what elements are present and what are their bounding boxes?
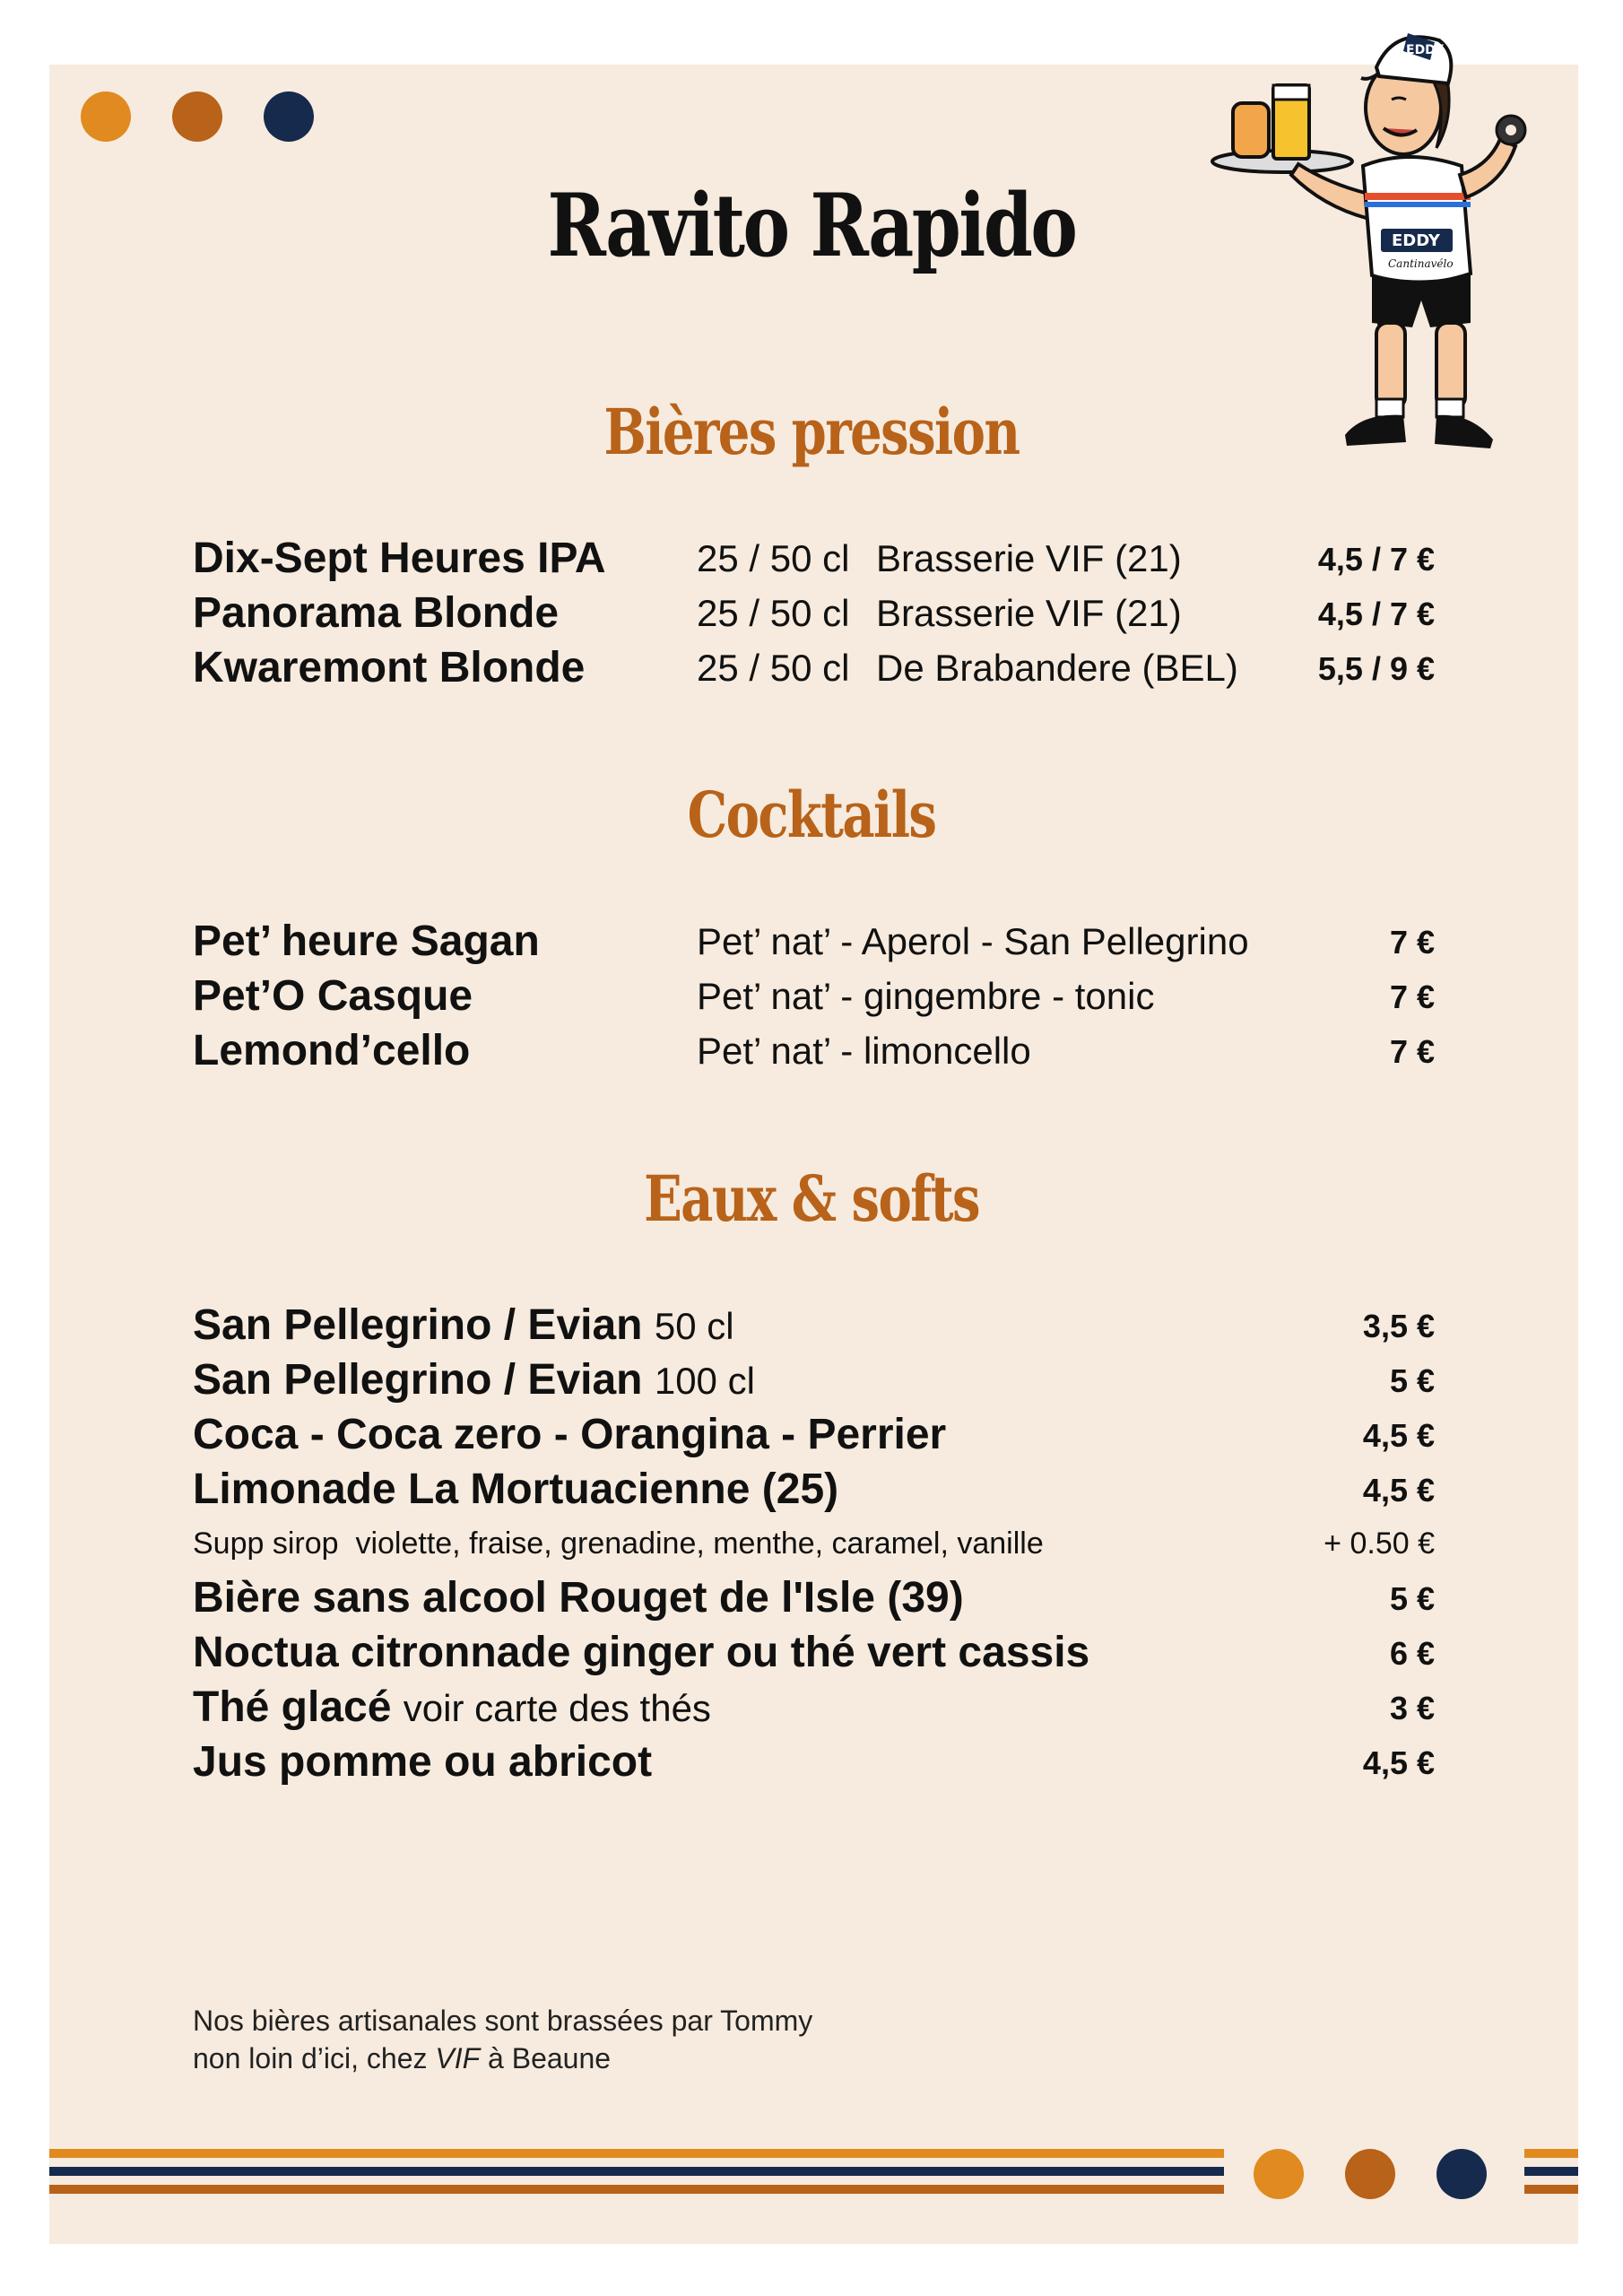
navy-dot [1436,2149,1487,2199]
section-heading-cocktails: Cocktails [687,778,936,852]
brown-dot [1345,2149,1395,2199]
supplement-price: + 0.50 € [1324,1526,1435,1561]
item-name: Noctua citronnade ginger ou thé vert cassis [193,1629,1090,1676]
section-heading-bieres: Bières pression [603,395,1020,469]
footnote-line-2: non loin d’ici, chez VIF à Beaune [193,2042,612,2074]
item-price: 4,5 € [1362,1744,1435,1781]
menu-item [193,1026,1435,1082]
item-brewery: Brasserie VIF (21) [876,537,1182,579]
item-price: 3 € [1389,1690,1435,1726]
item-name: Thé glacé voir carte des thés [193,1683,711,1731]
item-detail: 100 cl [654,1360,755,1402]
item-name: San Pellegrino / Evian 100 cl [193,1356,755,1404]
brown-dot [172,91,222,142]
shirt-text: EDDY [1392,231,1440,250]
item-name: Lemond’cello [193,1027,471,1074]
item-name: Panorama Blonde [193,589,560,637]
menu-item [193,643,1435,699]
menu-item [193,1683,1435,1738]
menu-item [193,1628,1435,1683]
item-volume: 25 / 50 cl [697,592,850,634]
orange-dot [81,91,131,142]
item-description: Pet’ nat’ - limoncello [697,1030,1031,1072]
cap-text: EDDY [1406,43,1444,57]
item-detail: 50 cl [654,1305,734,1347]
supplement-row [193,1523,1435,1568]
section-heading-softs: Eaux & softs [644,1161,979,1236]
menu-item [193,1737,1435,1793]
item-description: Pet’ nat’ - gingembre - tonic [697,975,1155,1017]
menu-item [193,971,1435,1027]
item-brewery: De Brabandere (BEL) [876,647,1238,689]
item-name: Pet’ heure Sagan [193,918,540,965]
menu-item [193,917,1435,972]
item-name: Bière sans alcool Rouget de l'Isle (39) [193,1574,964,1622]
menu-item [193,1410,1435,1465]
item-description: Pet’ nat’ - Aperol - San Pellegrino [697,920,1249,962]
item-price: 5 € [1389,1580,1435,1617]
menu-item [193,1300,1435,1356]
item-volume: 25 / 50 cl [697,647,850,689]
item-price: 5 € [1389,1362,1435,1399]
supplement-text: Supp sirop violette, fraise, grenadine, menthe, caramel, vanille [193,1526,1044,1561]
item-price: 4,5 € [1362,1472,1435,1509]
item-name: Dix-Sept Heures IPA [193,535,606,582]
item-brewery: Brasserie VIF (21) [876,592,1182,634]
orange-dot [1254,2149,1304,2199]
item-price: 7 € [1389,978,1435,1015]
item-name: Coca - Coca zero - Orangina - Perrier [193,1411,947,1458]
menu-item [193,1355,1435,1411]
menu-item [193,1573,1435,1629]
item-price: 5,5 / 9 € [1317,650,1435,687]
item-price: 4,5 € [1362,1417,1435,1454]
item-name: Jus pomme ou abricot [193,1738,653,1786]
item-price: 4,5 / 7 € [1317,596,1435,632]
shirt-sub-text: Cantinavélo [1388,257,1454,270]
menu-title: Ravito Rapido [547,175,1076,276]
item-detail: voir carte des thés [403,1687,711,1729]
menu-item [193,588,1435,644]
menu-item [193,1465,1435,1520]
item-name: Pet’O Casque [193,972,473,1020]
footnote-line-1: Nos bières artisanales sont brassées par Tommy [193,2005,813,2037]
item-price: 7 € [1389,1033,1435,1070]
item-name: Kwaremont Blonde [193,644,586,691]
item-name: Limonade La Mortuacienne (25) [193,1465,839,1513]
bottom-stripes [49,2144,1224,2205]
item-volume: 25 / 50 cl [697,537,850,579]
menu-item [193,534,1435,589]
item-price: 7 € [1389,924,1435,961]
navy-dot [264,91,314,142]
footnote [193,2002,812,2077]
item-price: 6 € [1389,1635,1435,1672]
item-name: San Pellegrino / Evian 50 cl [193,1301,734,1349]
bottom-stripes-right [1524,2144,1578,2205]
item-price: 4,5 / 7 € [1317,541,1435,578]
item-price: 3,5 € [1362,1308,1435,1344]
